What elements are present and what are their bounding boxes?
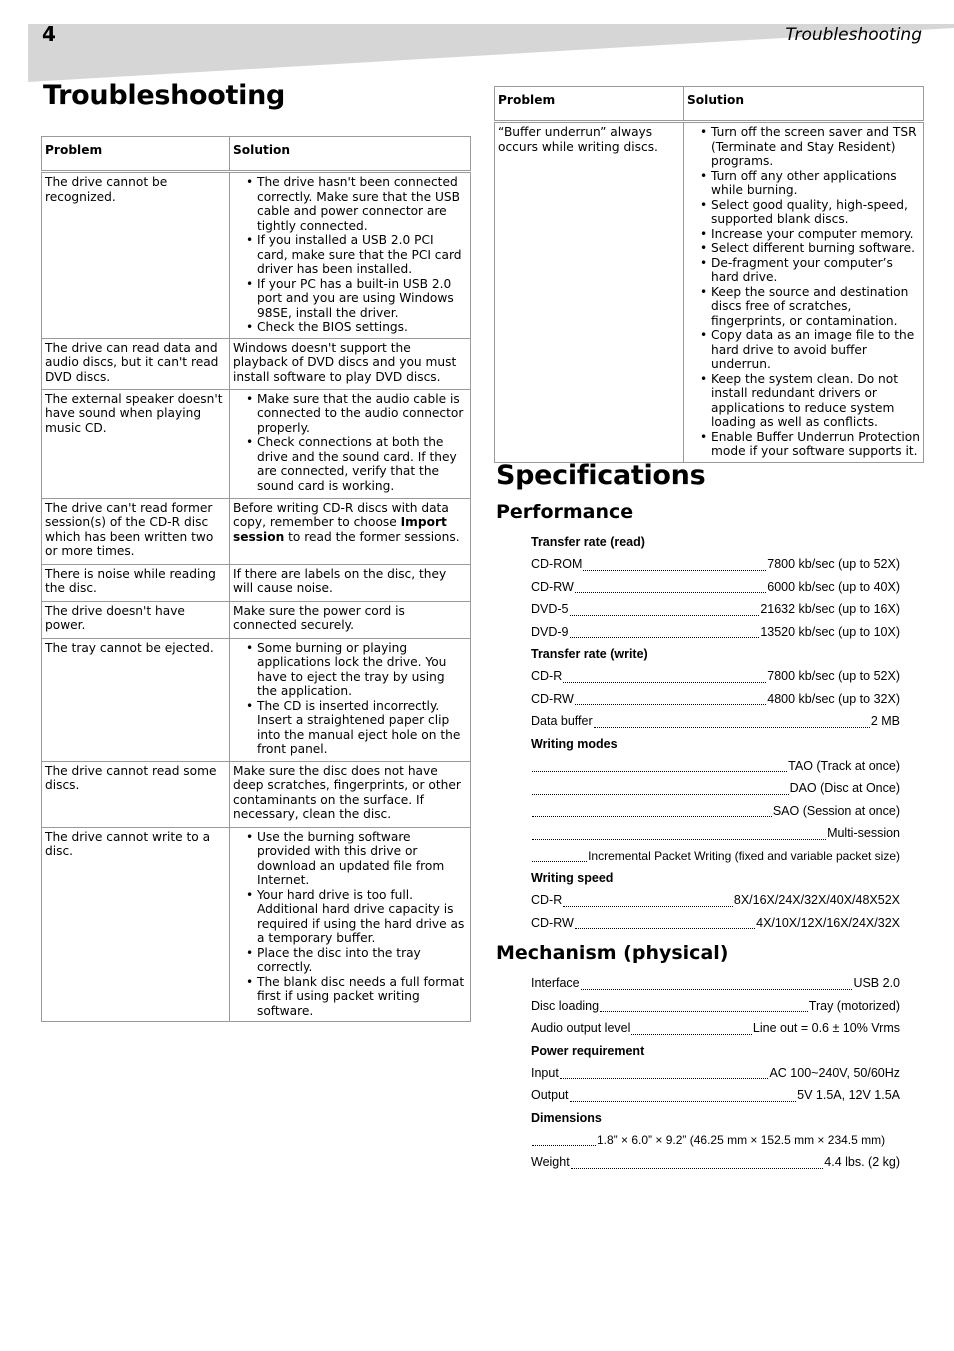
dot-leader xyxy=(570,614,760,616)
table-row xyxy=(42,172,471,339)
solution-cell xyxy=(230,389,471,498)
spec-value: 21632 kb/sec (up to 16X) xyxy=(760,602,900,616)
table-row xyxy=(42,389,471,498)
table-row xyxy=(42,827,471,1022)
spec-row xyxy=(531,912,900,935)
writing-modes-heading: Writing modes xyxy=(531,736,618,751)
spec-value: USB 2.0 xyxy=(853,976,900,990)
spec-value: Line out = 0.6 ± 10% Vrms xyxy=(752,1021,900,1035)
solution-cell xyxy=(684,122,924,463)
spec-value: 5V 1.5A, 12V 1.5A xyxy=(797,1088,900,1102)
table-row xyxy=(42,601,471,638)
spec-label: DVD-5 xyxy=(531,602,569,616)
solution-text: Before writing CD-R discs with data copy, remember to choose xyxy=(233,500,449,529)
spec-label: Interface xyxy=(531,976,580,990)
problem-cell: The drive can't read former session(s) of the CD-R disc which has been written two or more times. xyxy=(42,498,230,564)
dot-leader xyxy=(563,681,766,683)
spec-row xyxy=(531,710,900,733)
dimensions-heading: Dimensions xyxy=(531,1110,602,1125)
dot-leader xyxy=(575,591,766,593)
solution-bullet: • Keep the source and destination discs free of scratches, fingerprints, or contamination. xyxy=(711,285,920,329)
spec-row xyxy=(531,621,900,644)
mechanism-specs xyxy=(531,972,900,1174)
dot-leader xyxy=(570,636,760,638)
dot-leader xyxy=(600,1010,808,1012)
solution-bullet: • Place the disc into the tray correctly. xyxy=(257,946,467,975)
transfer-read-heading: Transfer rate (read) xyxy=(531,535,645,549)
solution-cell: Make sure the disc does not have deep scratches, fingerprints, or other contaminants on the surface. If necessary, clean the disc. xyxy=(230,761,471,827)
performance-specs xyxy=(531,531,900,934)
troubleshooting-title: Troubleshooting xyxy=(43,80,286,111)
dot-leader xyxy=(571,1167,824,1169)
spec-label: DVD-9 xyxy=(531,624,569,639)
problem-header: Problem xyxy=(42,137,230,172)
spec-value: Incremental Packet Writing (fixed and variable packet size) xyxy=(588,848,900,863)
table-row xyxy=(42,338,471,389)
spec-row xyxy=(531,1062,900,1085)
spec-row xyxy=(531,755,900,778)
spec-value: SAO (Session at once) xyxy=(772,803,900,818)
problem-cell: The drive cannot be recognized. xyxy=(42,172,230,339)
spec-label: CD-RW xyxy=(531,579,574,594)
spec-row xyxy=(531,1129,900,1152)
solution-header: Solution xyxy=(684,87,924,122)
solution-bullet: • De-fragment your computer’s hard drive. xyxy=(711,256,920,285)
spec-row xyxy=(531,972,900,995)
page-number: 4 xyxy=(42,22,56,46)
spec-row xyxy=(531,688,900,711)
dot-leader xyxy=(532,770,787,772)
spec-value: TAO (Track at once) xyxy=(788,758,900,773)
dot-leader xyxy=(631,1033,752,1035)
problem-cell: The drive doesn't have power. xyxy=(42,601,230,638)
spec-label: Audio output level xyxy=(531,1021,631,1035)
dot-leader xyxy=(594,726,870,728)
table-row xyxy=(42,638,471,761)
spec-row xyxy=(531,1151,900,1174)
power-requirement-heading: Power requirement xyxy=(531,1043,645,1058)
spec-row xyxy=(531,777,900,800)
troubleshooting-table xyxy=(41,136,471,1022)
spec-row xyxy=(531,665,900,688)
import-session-term: Import session xyxy=(233,515,447,544)
solution-cell xyxy=(230,498,471,564)
problem-cell: There is noise while reading the disc. xyxy=(42,564,230,601)
spec-value: 7800 kb/sec (up to 52X) xyxy=(767,557,900,571)
table-row xyxy=(42,498,471,564)
solution-cell xyxy=(230,638,471,761)
problem-header: Problem xyxy=(495,87,684,122)
spec-label: CD-ROM xyxy=(531,557,583,571)
solution-cell: If there are labels on the disc, they will cause noise. xyxy=(230,564,471,601)
solution-bullet: • Turn off any other applications while burning. xyxy=(711,169,920,198)
problem-cell: The drive can read data and audio discs, but it can't read DVD discs. xyxy=(42,338,230,389)
solution-cell: Windows doesn't support the playback of DVD discs and you must install software to play DVD discs. xyxy=(230,338,471,389)
solution-text: to read the former sessions. xyxy=(284,529,460,544)
problem-cell: The drive cannot write to a disc. xyxy=(42,827,230,1022)
solution-cell xyxy=(230,172,471,339)
spec-row xyxy=(531,553,900,576)
spec-label: CD-R xyxy=(531,893,563,907)
table-row xyxy=(42,761,471,827)
dot-leader xyxy=(563,905,733,907)
problem-cell: The tray cannot be ejected. xyxy=(42,638,230,761)
spec-row xyxy=(531,889,900,912)
solution-bullet: • Some burning or playing applications lock the drive. You have to eject the tray by using the application. xyxy=(257,641,467,699)
spec-row xyxy=(531,845,900,868)
spec-row xyxy=(531,800,900,823)
table-row xyxy=(42,564,471,601)
spec-row xyxy=(531,995,900,1018)
dot-leader xyxy=(532,860,587,862)
spec-label: CD-RW xyxy=(531,691,574,706)
buffer-underrun-table xyxy=(494,86,924,463)
spec-row xyxy=(531,1084,900,1107)
table-row xyxy=(495,122,924,463)
spec-value: AC 100~240V, 50/60Hz xyxy=(769,1065,900,1080)
spec-value: DAO (Disc at Once) xyxy=(789,781,900,795)
spec-label: Disc loading xyxy=(531,998,600,1013)
solution-bullet: • Select good quality, high-speed, supported blank discs. xyxy=(711,198,920,227)
dot-leader xyxy=(575,703,766,705)
specifications-title: Specifications xyxy=(496,460,706,491)
solution-header: Solution xyxy=(230,137,471,172)
solution-bullet: • Select different burning software. xyxy=(711,241,920,256)
spec-label: Weight xyxy=(531,1155,570,1169)
dot-leader xyxy=(570,1100,797,1102)
solution-bullet: • The blank disc needs a full format first if using packet writing software. xyxy=(257,975,467,1019)
solution-cell: Make sure the power cord is connected securely. xyxy=(230,601,471,638)
spec-label: Output xyxy=(531,1088,569,1102)
spec-row xyxy=(531,822,900,845)
spec-value: 1.8” × 6.0” × 9.2” (46.25 mm × 152.5 mm × 234.5 mm) xyxy=(597,1132,886,1147)
dot-leader xyxy=(581,988,853,990)
dot-leader xyxy=(575,927,755,929)
spec-row xyxy=(531,1017,900,1040)
spec-row xyxy=(531,598,900,621)
spec-value: 13520 kb/sec (up to 10X) xyxy=(760,624,900,639)
solution-bullet: • Make sure that the audio cable is connected to the audio connector properly. xyxy=(257,392,467,436)
problem-cell: “Buffer underrun” always occurs while writing discs. xyxy=(495,122,684,463)
solution-bullet: • If your PC has a built-in USB 2.0 port and you are using Windows 98SE, install the driver. xyxy=(257,277,467,321)
solution-bullet: • Turn off the screen saver and TSR (Terminate and Stay Resident) programs. xyxy=(711,125,920,169)
spec-label: CD-RW xyxy=(531,915,574,930)
spec-value: 8X/16X/24X/32X/40X/48X52X xyxy=(733,893,900,907)
dot-leader xyxy=(532,815,772,817)
problem-cell: The external speaker doesn't have sound when playing music CD. xyxy=(42,389,230,498)
spec-label: Data buffer xyxy=(531,714,593,728)
dot-leader xyxy=(532,793,789,795)
spec-value: Tray (motorized) xyxy=(808,998,900,1013)
solution-bullet: • Enable Buffer Underrun Protection mode if your software supports it. xyxy=(711,430,920,459)
spec-value: 4.4 lbs. (2 kg) xyxy=(824,1155,900,1169)
performance-heading: Performance xyxy=(496,501,634,523)
spec-value: 4800 kb/sec (up to 32X) xyxy=(767,691,900,706)
dot-leader xyxy=(532,838,826,840)
solution-bullet: • Increase your computer memory. xyxy=(711,227,920,242)
solution-cell xyxy=(230,827,471,1022)
spec-row xyxy=(531,576,900,599)
spec-value: 6000 kb/sec (up to 40X) xyxy=(767,579,900,594)
dot-leader xyxy=(583,569,766,571)
spec-value: Multi-session xyxy=(827,826,900,840)
solution-bullet: • Copy data as an image file to the hard drive to avoid buffer underrun. xyxy=(711,328,920,372)
transfer-write-heading: Transfer rate (write) xyxy=(531,647,648,661)
solution-bullet: • If you installed a USB 2.0 PCI card, make sure that the PCI card driver has been installed. xyxy=(257,233,467,277)
spec-value: 2 MB xyxy=(870,714,900,728)
spec-value: 4X/10X/12X/16X/24X/32X xyxy=(756,915,900,930)
spec-label: CD-R xyxy=(531,669,563,683)
dot-leader xyxy=(532,1144,596,1146)
solution-bullet: • Your hard drive is too full. Additional hard drive capacity is required if using the hard drive as a temporary buffer. xyxy=(257,888,467,946)
solution-bullet: • Check connections at both the drive and the sound card. If they are connected, verify that the sound card is working. xyxy=(257,435,467,493)
spec-value: 7800 kb/sec (up to 52X) xyxy=(767,669,900,683)
solution-bullet: • The drive hasn't been connected correctly. Make sure that the USB cable and power connector are tightly connected. xyxy=(257,175,467,233)
solution-bullet: • The CD is inserted incorrectly. Insert a straightened paper clip into the manual eject hole on the front panel. xyxy=(257,699,467,757)
problem-cell: The drive cannot read some discs. xyxy=(42,761,230,827)
solution-bullet: • Keep the system clean. Do not install redundant drivers or applications to reduce system loading as well as conflicts. xyxy=(711,372,920,430)
spec-label: Input xyxy=(531,1065,559,1080)
mechanism-heading: Mechanism (physical) xyxy=(496,942,729,964)
running-title: Troubleshooting xyxy=(785,25,922,45)
solution-bullet: • Check the BIOS settings. xyxy=(257,320,467,335)
writing-speed-heading: Writing speed xyxy=(531,871,614,885)
solution-bullet: • Use the burning software provided with this drive or download an updated file from Internet. xyxy=(257,830,467,888)
dot-leader xyxy=(560,1077,769,1079)
